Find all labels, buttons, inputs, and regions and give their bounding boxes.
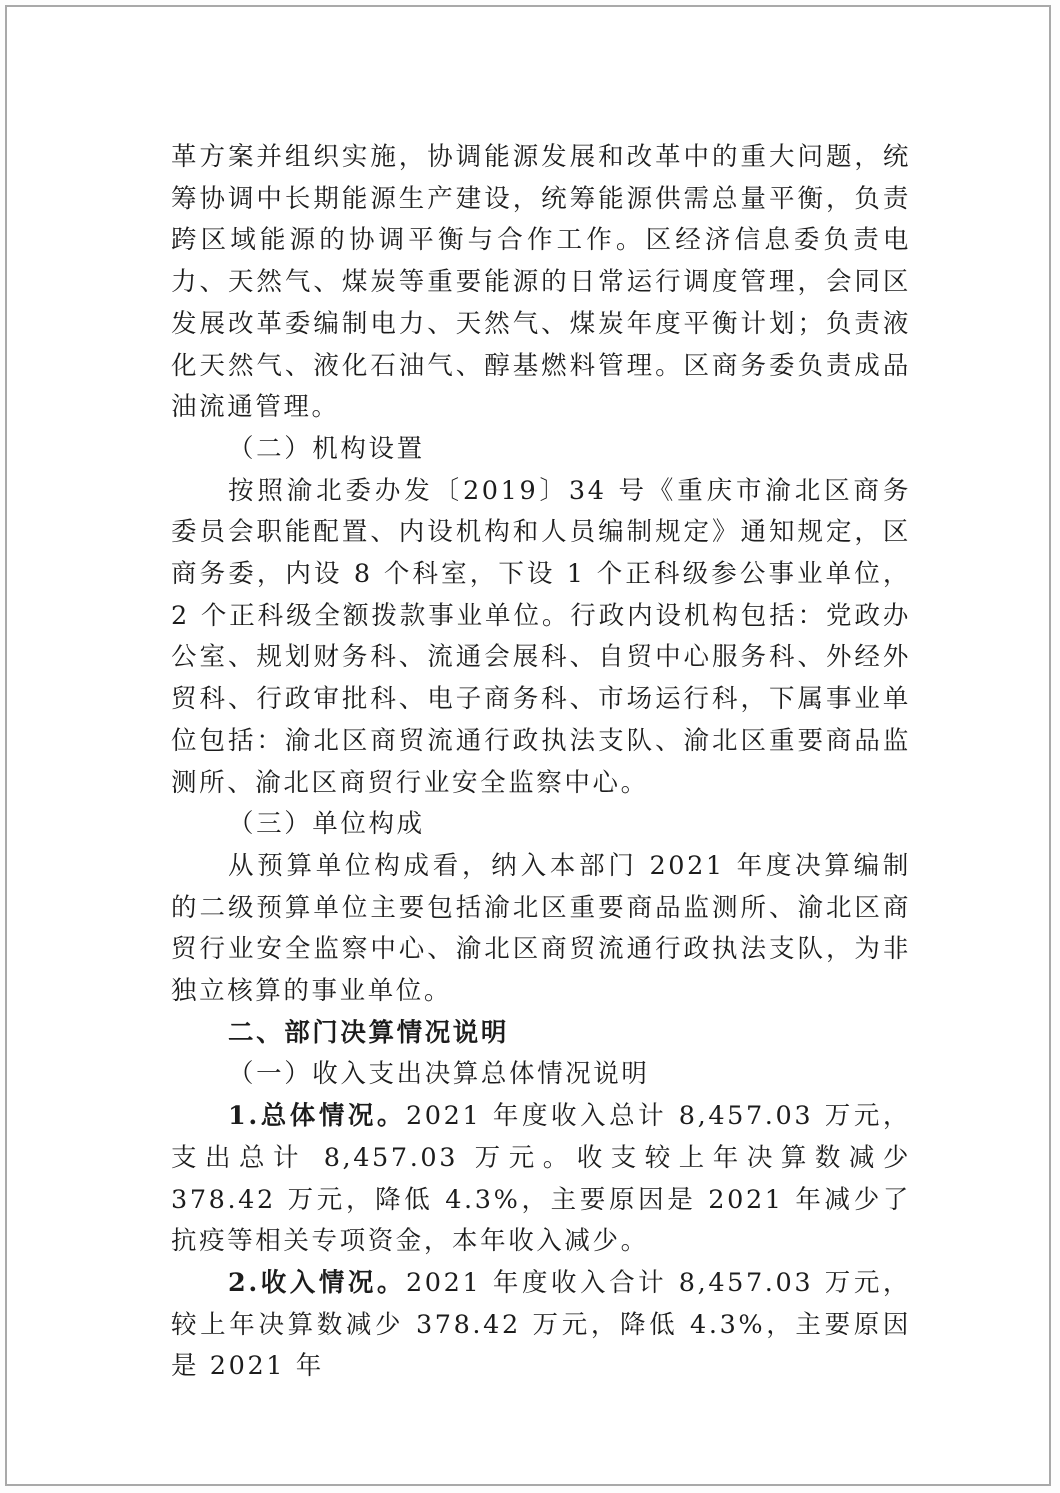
heading-income-expense-overview: （一）收入支出决算总体情况说明 [228, 1059, 650, 1090]
text-income-situation: 2021 年度收入合计 8,457.03 万元，较上年决算数减少 378.42 万元，降低 4.3%，主要原因是 2021 年 [171, 1267, 911, 1382]
lead-income-situation: 2.收入情况。 [228, 1267, 406, 1298]
paragraph-responsibilities: 革方案并组织实施，协调能源发展和改革中的重大问题，统筹协调中长期能源生产建设，统筹能源供需总量平衡，负责跨区域能源的协调平衡与合作工作。区经济信息委负责电力、天然气、煤炭等重要能源的日常运行调度管理，会同区发展改革委编制电力、天然气、煤炭年度平衡计划；负责液化天然气、液化石油气、醇基燃料管理。区商务委负责成品油流通管理。 [171, 142, 911, 423]
heading-unit-composition: （三）单位构成 [228, 809, 425, 840]
section-title-final-accounts: 二、部门决算情况说明 [228, 1017, 510, 1048]
text-overall-situation: 2021 年度收入总计 8,457.03 万元，支出总计 8,457.03 万元。收支较上年决算数减少 378.42 万元，降低 4.3%，主要原因是 2021 年减少了抗疫等相关专项资金，本年收入减少。 [171, 1101, 911, 1257]
paragraph-income-situation [171, 1263, 911, 1388]
document-body [171, 137, 911, 1388]
paragraph-overall-situation [171, 1096, 911, 1263]
document-page [5, 5, 1051, 1486]
heading-institution-setup: （二）机构设置 [228, 433, 425, 464]
lead-overall-situation: 1.总体情况。 [228, 1101, 406, 1132]
paragraph-institution-setup: 按照渝北委办发〔2019〕34 号《重庆市渝北区商务委员会职能配置、内设机构和人员编制规定》通知规定，区商务委，内设 8 个科室，下设 1 个正科级参公事业单位，2 个正科级全额拨款事业单位。行政内设机构包括：党政办公室、规划财务科、流通会展科、自贸中心服务科、外经外贸科、行政审批科、电子商务科、市场运行科，下属事业单位包括：渝北区商贸流通行政执法支队、渝北区重要商品监测所、渝北区商贸行业安全监察中心。 [171, 475, 911, 798]
paragraph-unit-composition: 从预算单位构成看，纳入本部门 2021 年度决算编制的二级预算单位主要包括渝北区重要商品监测所、渝北区商贸行业安全监察中心、渝北区商贸流通行政执法支队，为非独立核算的事业单位。 [171, 850, 911, 1007]
